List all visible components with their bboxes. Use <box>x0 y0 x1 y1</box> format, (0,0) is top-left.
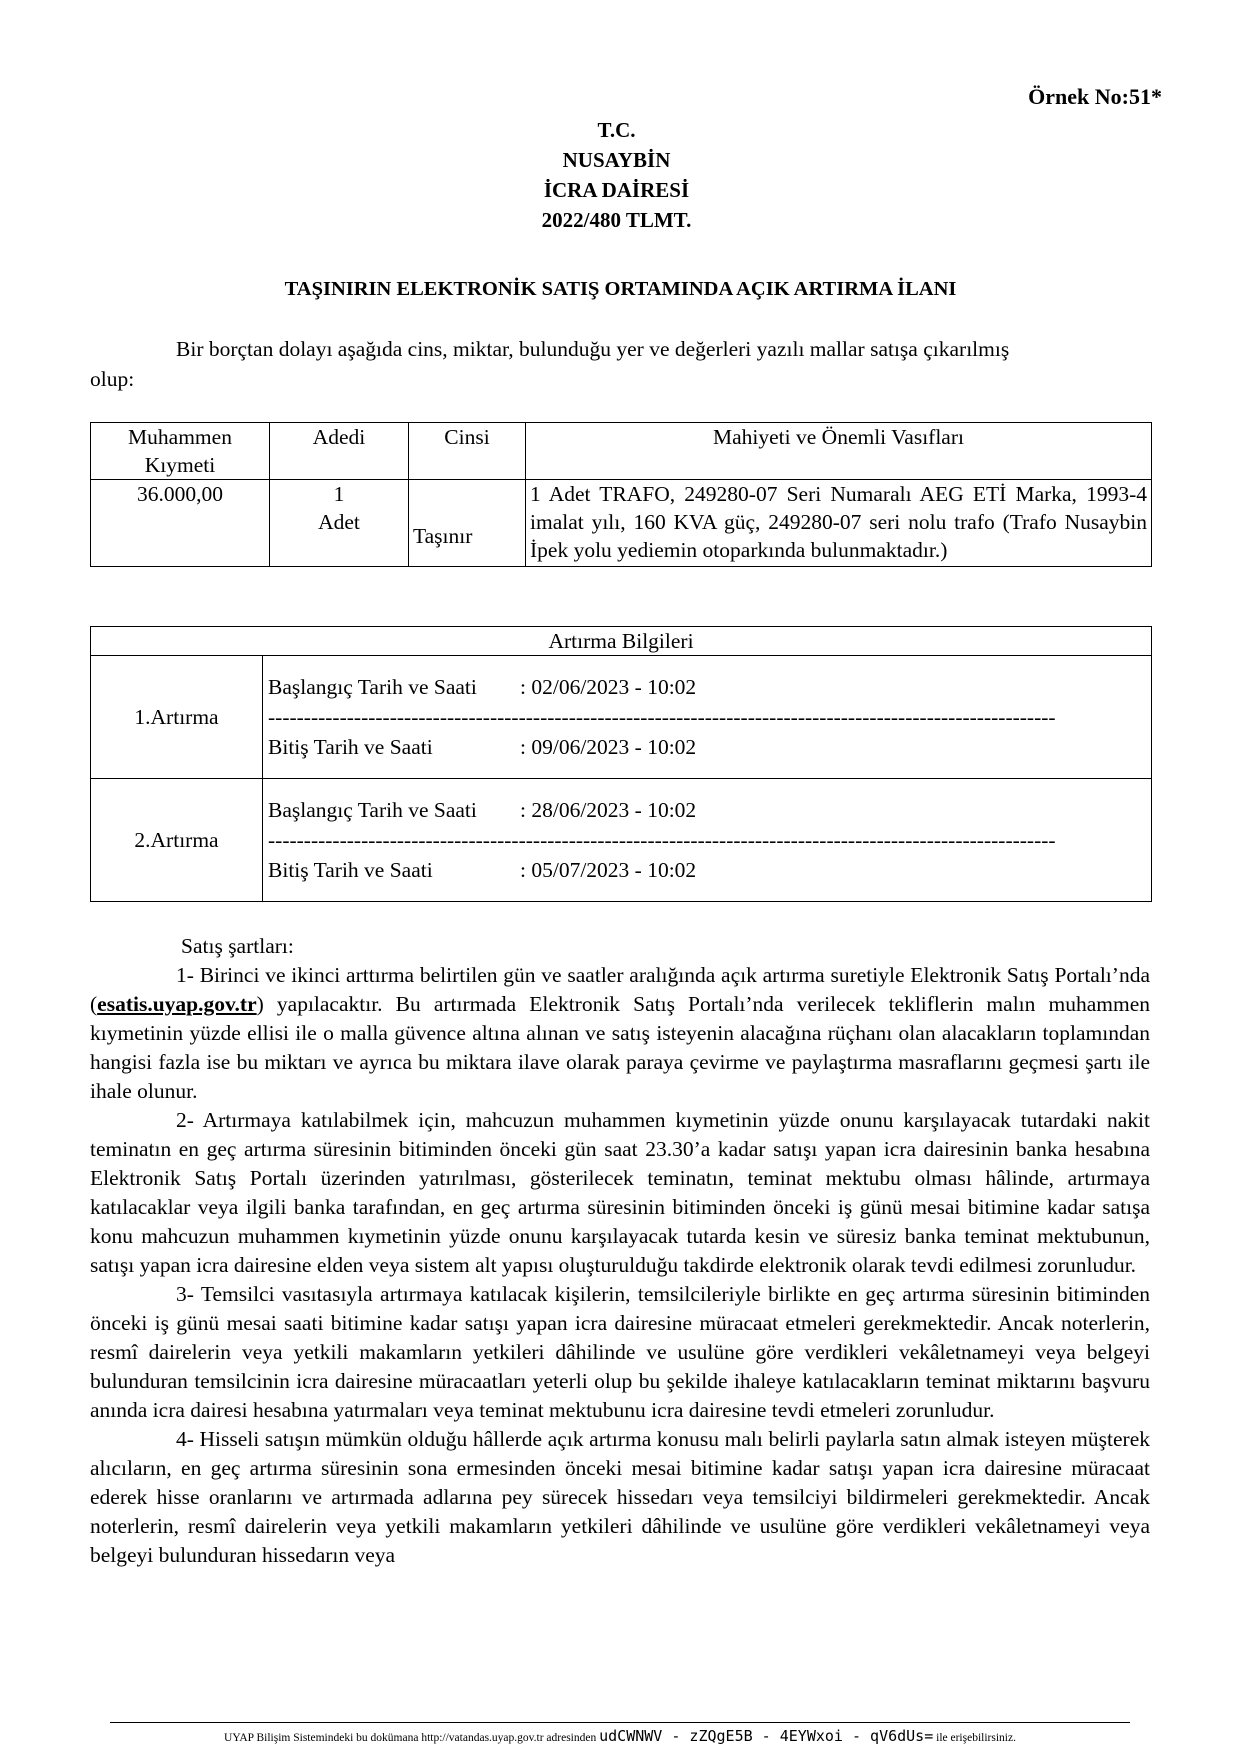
end-value: : 09/06/2023 - 10:02 <box>520 735 697 759</box>
start-value: : 02/06/2023 - 10:02 <box>520 675 697 699</box>
table-row <box>91 656 1152 779</box>
cell-adedi-number: 1 <box>333 482 345 506</box>
condition-1-text-b: ) yapılacaktır. Bu artırmada Elektronik Satış Portalı’nda verilecek tekliflerin malın muhammen kıymetinin yüzde ellisi ile o malla güvence altına alınan ve satış isteyenin alacağına rüçhanı olan alacakların toplamından hangisi fazla ise bu miktarı ve ayrıca bu miktara ilave olarak paraya çevirme ve paylaştırma masraflarını geçmesi şartı ile ihale olunur. <box>90 992 1150 1103</box>
goods-table <box>90 422 1152 567</box>
condition-3: 3- Temsilci vasıtasıyla artırmaya katılacak kişilerin, temsilcileriyle birlikte en geç artırma süresinin bitiminden önceki iş günü mesai saati bitimine kadar satışı yapan icra dairesine müracaat etmeleri gerekmektedir. Ancak noterlerin, resmî dairelerin veya yetkili makamların yetkileri dâhilinde ve usulüne göre verdikleri vekâletnameyi veya belgeyi bulunduran temsilcinin icra dairesine müracaatları yeterli olup bu şekilde ihaleye katılacakların teminat miktarını başvuru anında icra dairesi hesabına yatırmaları veya teminat mektubunu icra dairesine tevdi etmeleri zorunludur. <box>90 1282 1150 1422</box>
intro-tail: olup: <box>90 367 135 391</box>
round-label: 1.Artırma <box>91 656 263 779</box>
auction-table <box>90 626 1152 902</box>
start-label: Başlangıç Tarih ve Saati <box>268 798 477 822</box>
esatis-link[interactable]: esatis.uyap.gov.tr <box>97 992 257 1016</box>
condition-2: 2- Artırmaya katılabilmek için, mahcuzun muhammen kıymetinin yüzde onunu karşılayacak tutardaki nakit teminatın en geç artırma süresinin bitiminden önceki gün saat 23.30’a kadar satışı yapan icra dairesinin banka hesabına Elektronik Satış Portalı üzerinden yatırılması, gösterilecek teminatın, teminat mektubu olması hâlinde, artırmaya katılacaklar veya ilgili banka tarafından, en geç artırma süresinin bitiminden önceki iş günü mesai bitimine kadar satışa konu mahcuzun muhammen kıymetinin yüzde onunu karşılayacak tutarda kesin ve süresiz banka teminat mektubunun, satışı yapan icra dairesine elden veya sistem alt yapısı oluşturulduğu takdirde elektronik olarak tevdi edilmesi zorunludur. <box>90 1108 1150 1277</box>
sale-conditions <box>90 932 1150 1570</box>
round-details <box>263 656 1152 779</box>
end-label: Bitiş Tarih ve Saati <box>268 735 433 759</box>
round-label: 2.Artırma <box>91 779 263 902</box>
header-cinsi: Cinsi <box>409 423 526 480</box>
start-label: Başlangıç Tarih ve Saati <box>268 675 477 699</box>
condition-1 <box>90 961 1150 1106</box>
header-mahiyet: Mahiyeti ve Önemli Vasıfları <box>526 423 1152 480</box>
auction-table-header: Artırma Bilgileri <box>91 627 1152 656</box>
footer-text-end: ile erişebilirsiniz. <box>936 1732 1016 1744</box>
cell-mahiyet: 1 Adet TRAFO, 249280-07 Seri Numaralı AEG ETİ Marka, 1993-4 imalat yılı, 160 KVA güç, 249280-07 seri nolu trafo (Trafo Nusaybin İpek yolu yediemin otoparkında bulunmaktadır.) <box>526 480 1152 567</box>
table-row <box>91 779 1152 902</box>
condition-1-text-a: 1- Birinci ve ikinci arttırma belirtilen gün ve saatler aralığında açık artırma suretiyle Elektronik Satış Portalı’nda ( <box>90 963 1150 1016</box>
cell-adedi-unit: Adet <box>318 510 360 534</box>
uyap-footer <box>110 1722 1130 1745</box>
sample-number: Örnek No:51* <box>1028 84 1162 109</box>
start-value: : 28/06/2023 - 10:02 <box>520 798 697 822</box>
header-city: NUSAYBİN <box>562 148 671 172</box>
round-details <box>263 779 1152 902</box>
verification-code: udCWNWV - zZQgE5B - 4EYWxoi - qV6dUs= <box>599 1727 934 1745</box>
header-office: İCRA DAİRESİ <box>543 178 690 202</box>
conditions-heading: Satış şartları: <box>181 934 294 958</box>
cell-cinsi: Taşınır <box>409 480 526 567</box>
table-row <box>91 480 1152 567</box>
intro-first-line: Bir borçtan dolayı aşağıda cins, miktar, bulunduğu yer ve değerleri yazılı mallar satışa çıkarılmış <box>176 337 1010 361</box>
header-muhammen: Muhammen Kıymeti <box>91 423 270 480</box>
header-adedi: Adedi <box>270 423 409 480</box>
goods-table-header-row <box>91 423 1152 480</box>
document-title: TAŞINIRIN ELEKTRONİK SATIŞ ORTAMINDA AÇIK ARTIRMA İLANI <box>284 278 957 300</box>
end-value: : 05/07/2023 - 10:02 <box>520 858 697 882</box>
end-label: Bitiş Tarih ve Saati <box>268 858 433 882</box>
document-header <box>0 115 1241 235</box>
cell-muhammen: 36.000,00 <box>91 480 270 567</box>
header-file-number: 2022/480 TLMT. <box>541 208 692 232</box>
dash-separator: -------------------------------------------------------------------------------------------------------------- <box>268 705 1056 729</box>
intro-paragraph <box>90 334 1150 394</box>
footer-text: UYAP Bilişim Sistemindeki bu dokümana http://vatandas.uyap.gov.tr adresinden <box>224 1732 597 1744</box>
condition-4: 4- Hisseli satışın mümkün olduğu hâllerde açık artırma konusu malı belirli paylarla satın almak isteyen müşterek alıcıların, en geç artırma süresinin sona ermesinden önceki mesai bitimine kadar satışı yapan icra dairesine müracaat ederek hisse oranlarını ve artırmada adlarına pey sürecek hissedarı veya temsilciyi bildirmeleri gerekmektedir. Ancak noterlerin, resmî dairelerin veya yetkili makamların yetkileri dâhilinde ve usulüne göre verdikleri vekâletnameyi veya belgeyi bulunduran hissedarın veya <box>90 1427 1150 1567</box>
dash-separator: -------------------------------------------------------------------------------------------------------------- <box>268 828 1056 852</box>
cell-adedi <box>270 480 409 567</box>
header-country: T.C. <box>597 118 636 142</box>
